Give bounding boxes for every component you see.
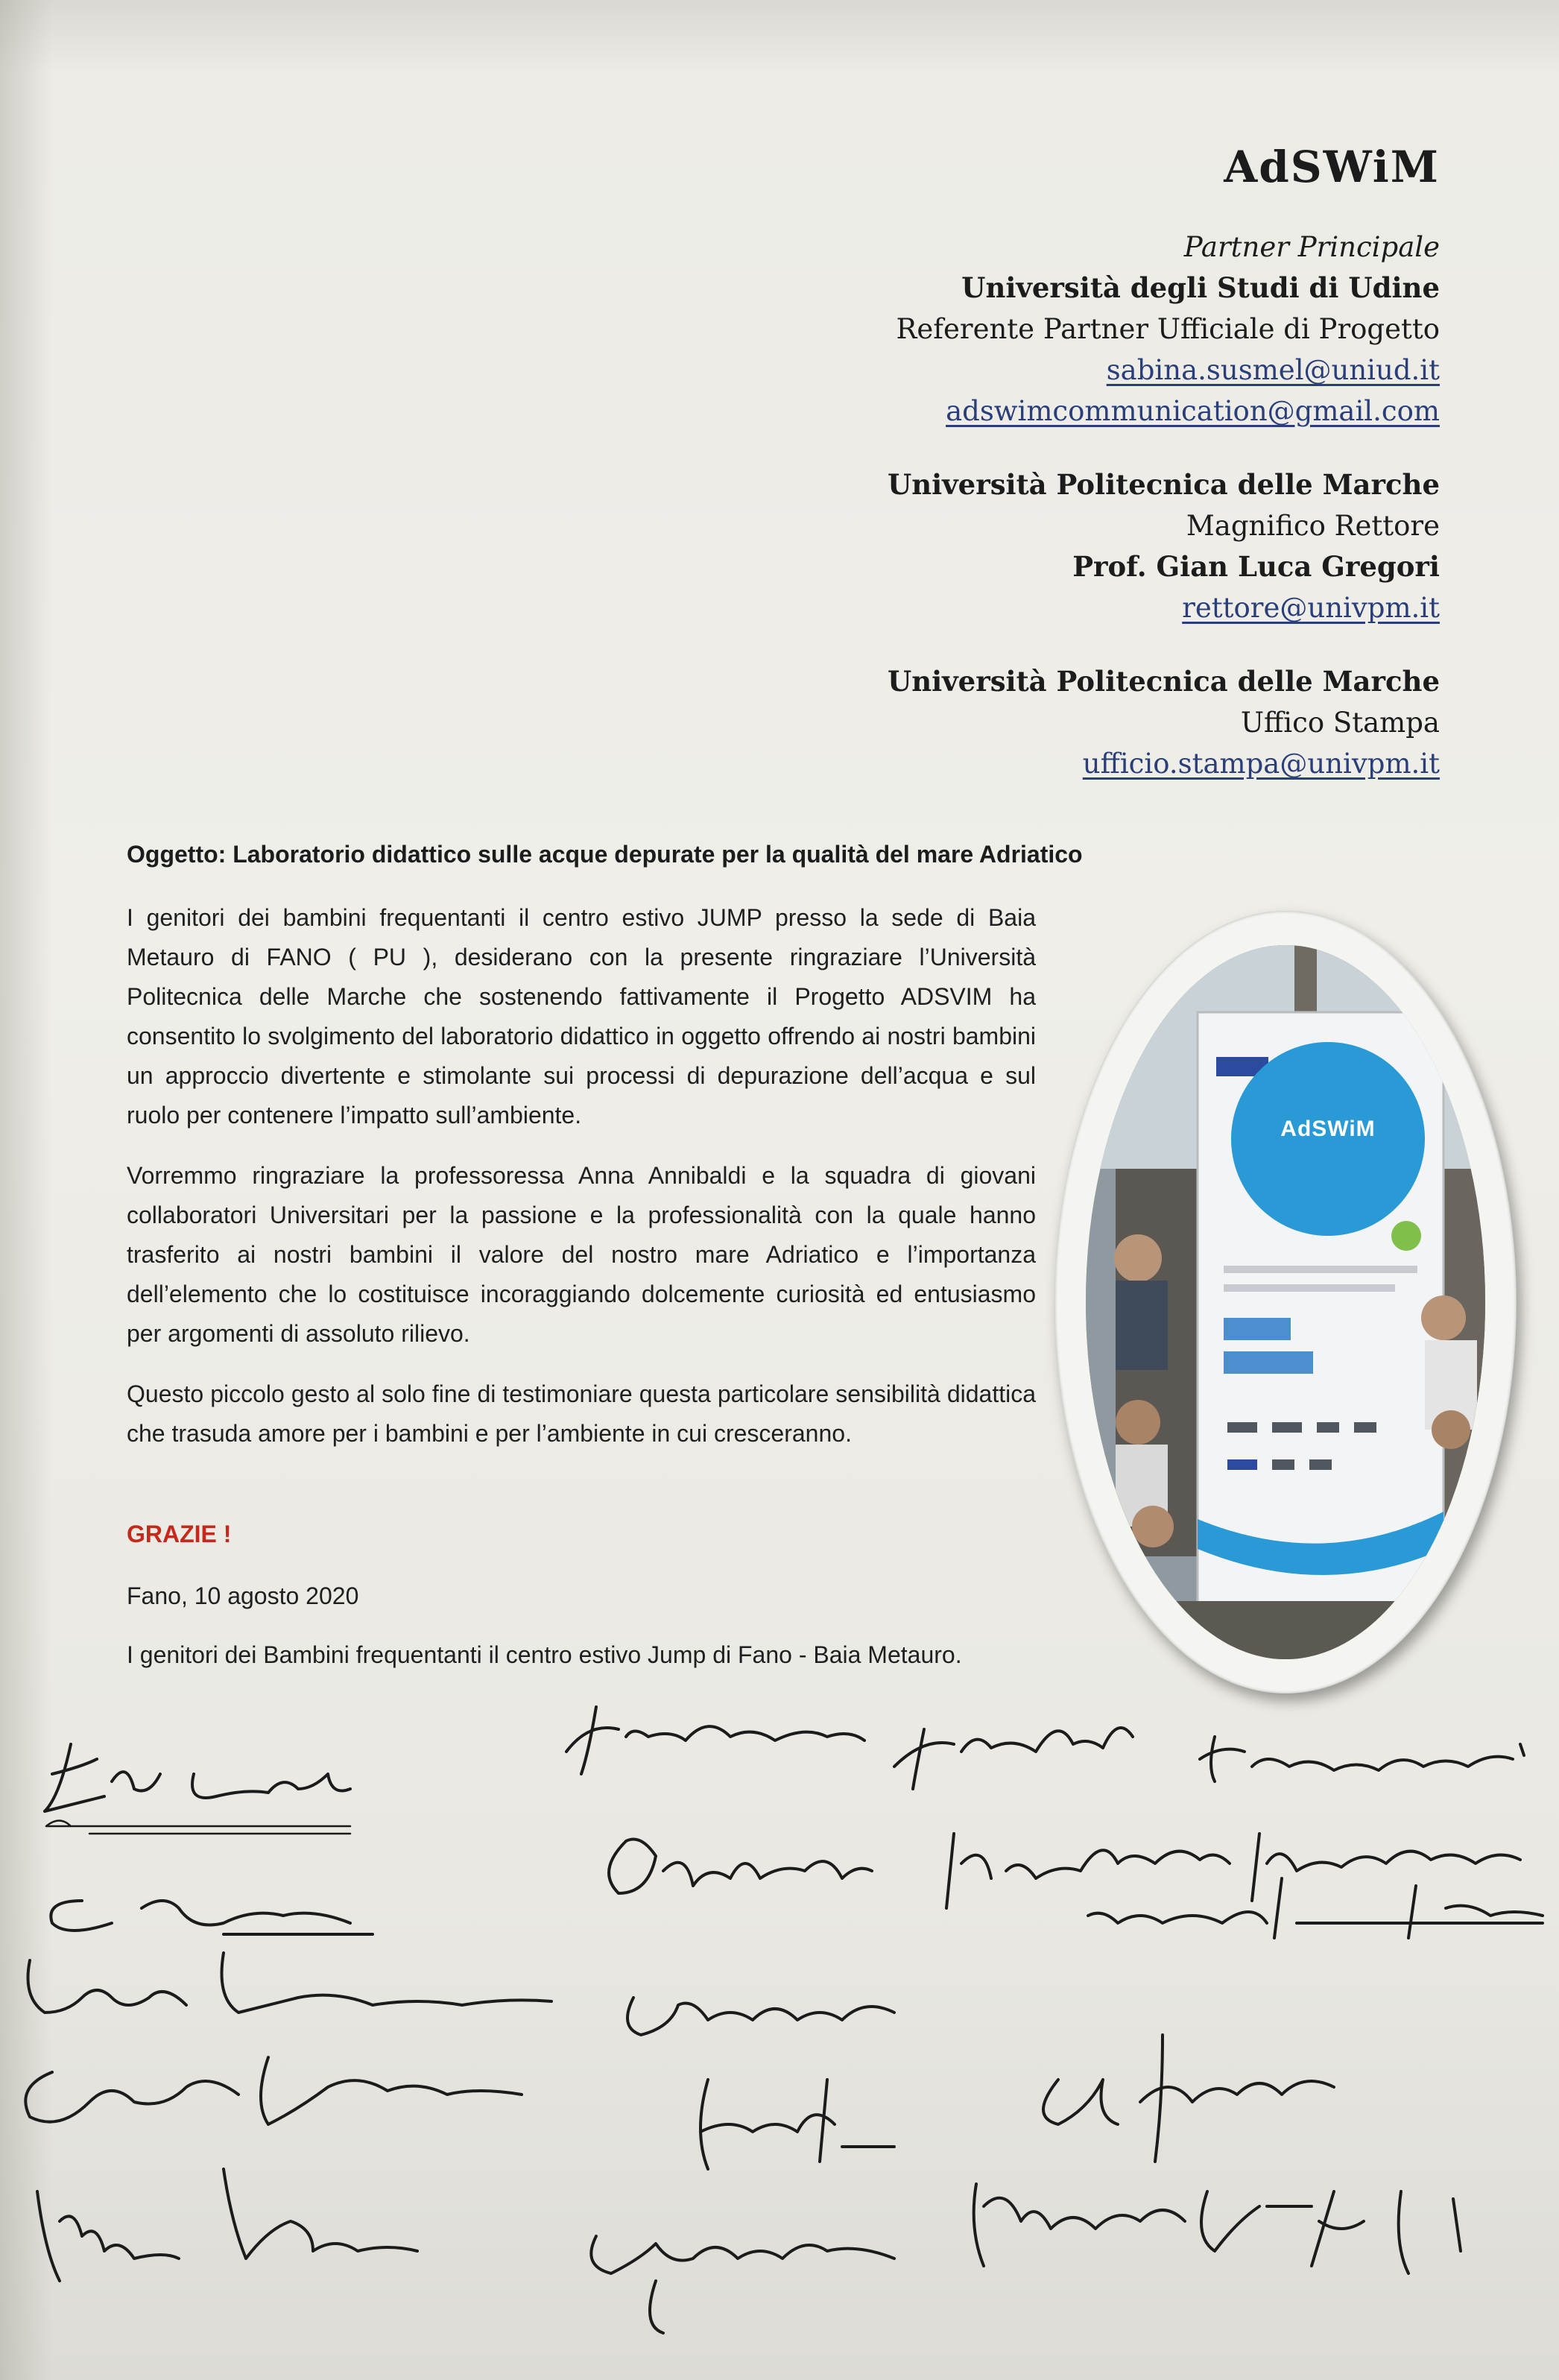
signature <box>45 1744 350 1811</box>
signature <box>609 1840 872 1894</box>
oval-photo-frame <box>1054 911 1517 1694</box>
signature <box>1043 2035 1334 2162</box>
signature <box>566 1707 864 1774</box>
body-paragraph: Vorremmo ringraziare la professoressa Anna Annibaldi e la squadra di giovani collaboratori Universitari per la passione e la professionalità con la quale hanno trasferito ai nostri bambini il valore del nostro mare Adriatico e l’importanza dell’elemento che lo costituisce incoraggiando dolcemente curiosità ed entusiasmo per argomenti di assoluto rilievo. <box>127 1162 1036 1347</box>
signature <box>1252 1834 1520 1901</box>
signature <box>1088 1878 1543 1938</box>
recipient-email-link[interactable]: adswimcommunication@gmail.com <box>946 395 1440 427</box>
signature <box>51 1901 373 1934</box>
handwritten-signatures <box>0 1685 1559 2355</box>
project-title: AdSWiM <box>1224 142 1440 192</box>
recipient-email-link[interactable]: rettore@univpm.it <box>1182 592 1440 624</box>
recipient-block-rettore <box>471 464 1440 628</box>
letter-subject: Oggetto: Laboratorio didattico sulle acque depurate per la qualità del mare Adriatico <box>127 841 1083 868</box>
recipient-name: Prof. Gian Luca Gregori <box>1072 550 1440 583</box>
recipient-block-udine <box>471 227 1440 432</box>
recipient-institution: Università Politecnica delle Marche <box>887 468 1440 501</box>
closing-line: I genitori dei Bambini frequentanti il centro estivo Jump di Fano - Baia Metauro. <box>127 1641 962 1668</box>
recipient-institution: Università degli Studi di Udine <box>961 271 1440 304</box>
recipient-institution: Università Politecnica delle Marche <box>887 665 1440 698</box>
recipient-title: Magnifico Rettore <box>1186 510 1440 542</box>
signature <box>894 1728 1133 1789</box>
signature <box>25 2057 522 2124</box>
recipient-role: Partner Principale <box>1183 231 1440 263</box>
recipient-email-link[interactable]: sabina.susmel@uniud.it <box>1106 354 1440 386</box>
signature <box>701 2080 894 2169</box>
recipient-title: Referente Partner Ufficiale di Progetto <box>896 313 1440 345</box>
place-date: Fano, 10 agosto 2020 <box>127 1582 359 1609</box>
signature <box>28 1953 552 2013</box>
recipient-block-stampa <box>471 661 1440 784</box>
signature <box>591 2236 894 2333</box>
recipient-email-link[interactable]: ufficio.stampa@univpm.it <box>1082 748 1440 780</box>
body-paragraph: I genitori dei bambini frequentanti il centro estivo JUMP presso la sede di Baia Metauro di FANO ( PU ), desiderano con la presente ringraziare l’Università Politecnica delle Marche che sostenendo fattivamente il Progetto ADSVIM ha consentito lo svolgimento del laboratorio didattico in oggetto offrendo ai nostri bambini un approccio divertente e stimolante sui processi di depurazione dell’acqua e sul ruolo per contenere l’impatto sull’ambiente. <box>127 904 1036 1129</box>
recipient-title: Uffico Stampa <box>1240 707 1440 739</box>
signature <box>37 2169 417 2281</box>
thanks-text: GRAZIE ! <box>127 1521 232 1547</box>
body-paragraph: Questo piccolo gesto al solo fine di testimoniare questa particolare sensibilità didattica che trasuda amore per i bambini e per l’ambiente in cui cresceranno. <box>127 1380 1036 1447</box>
poster-logo-text: AdSWiM <box>1280 1117 1376 1141</box>
event-photo <box>1086 945 1485 1659</box>
signature <box>946 1834 1230 1908</box>
signature <box>627 1998 894 2035</box>
photo-scene-graphic <box>1086 945 1485 1659</box>
letter-body <box>127 898 1036 1474</box>
signature <box>46 1821 350 1834</box>
signature <box>974 2184 1461 2273</box>
signature <box>1200 1737 1524 1781</box>
letter-header <box>471 142 1440 817</box>
